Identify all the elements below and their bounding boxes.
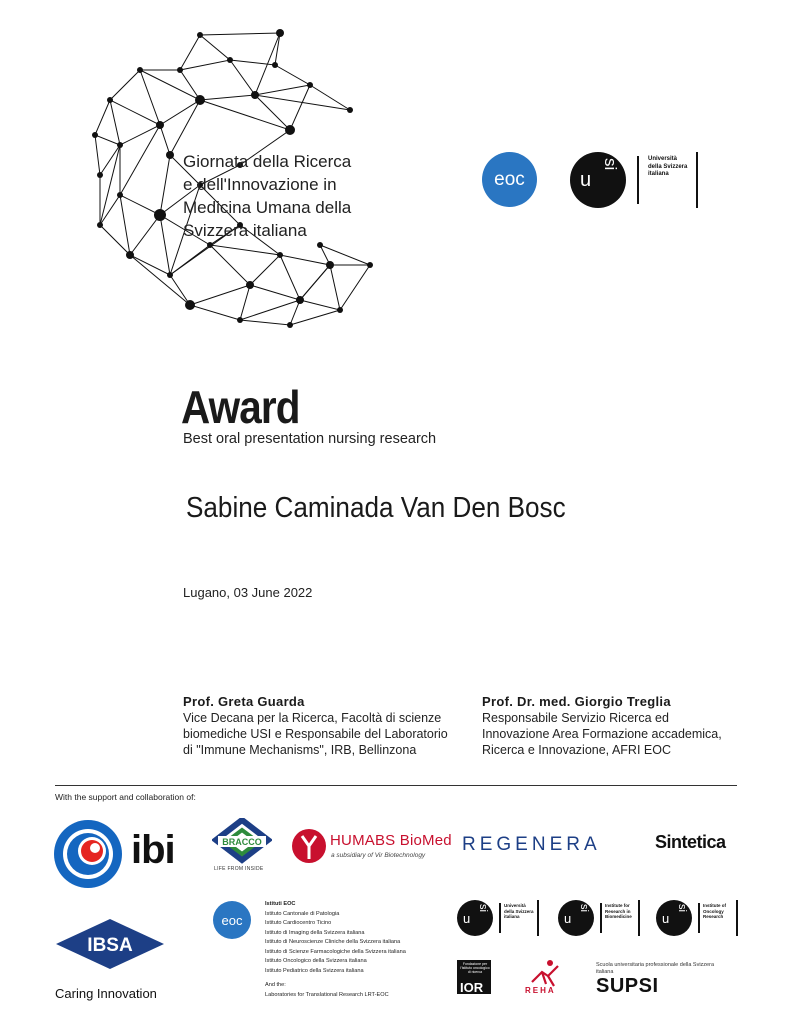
ibi-logo-mark: [52, 818, 124, 890]
recipient-name: Sabine Caminada Van Den Bosc: [186, 492, 566, 524]
regenera-logo: REGENERA: [462, 834, 601, 855]
irb-partner-divider: [600, 903, 602, 933]
humabs-logo-mark: [291, 826, 327, 868]
bracco-logo-name: BRACCO: [222, 837, 262, 847]
event-title-line: Medicina Umana della: [183, 198, 352, 217]
signatory-1: [183, 694, 473, 758]
signatory-role-line: di "Immune Mechanisms", IRB, Bellinzona: [183, 743, 417, 757]
usi-partner-divider: [537, 900, 539, 936]
signatory-role-line: Ricerca e Innovazione, AFRI EOC: [482, 743, 671, 757]
institute-item: Istituto Cantonale di Patologia: [265, 910, 340, 917]
bracco-tagline: LIFE FROM INSIDE: [214, 866, 264, 872]
irb-partner-logo: [558, 900, 638, 936]
signatory-role-line: Responsabile Servizio Ricerca ed: [482, 711, 669, 725]
event-title-line: e dell'Innovazione in: [183, 175, 337, 194]
signatory-role-line: Innovazione Area Formazione accademica,: [482, 727, 722, 741]
usi-logo-divider: [637, 156, 639, 204]
reha-logo-name: REHA: [525, 986, 556, 995]
signatory-role-line: Vice Decana per la Ricerca, Facoltà di scienze: [183, 711, 442, 725]
ior-partner-text: Institute of Oncology Research: [703, 903, 726, 919]
ibsa-logo: [55, 918, 165, 970]
institute-item: Istituto Pediatrico della Svizzera italiana: [265, 967, 364, 974]
ior-partner-divider: [698, 903, 700, 933]
reha-logo-mark: [528, 958, 562, 988]
institutes-lab: Laboratories for Translational Research LRT-EOC: [265, 991, 389, 998]
supsi-logo-name: SUPSI: [596, 975, 659, 997]
institutes-and-label: And the:: [265, 982, 286, 988]
eoc-logo: eoc: [482, 152, 537, 207]
institutes-heading: Istituti EOC: [265, 901, 296, 907]
support-label: With the support and collaboration of:: [55, 792, 196, 802]
usi-logo-si: si: [601, 158, 620, 171]
event-title: [183, 150, 403, 242]
usi-partner-logo: [457, 900, 537, 936]
supsi-logo-subtitle: Scuola universitaria professionale della Svizzera italiana: [596, 962, 715, 975]
ibi-logo-text: ibi: [131, 828, 175, 872]
award-title: Award: [181, 381, 300, 433]
signatory-2: [482, 694, 772, 758]
usi-partner-u: u: [463, 911, 471, 926]
usi-partner-text: Università della Svizzera italiana: [504, 903, 534, 919]
signatory-name: Prof. Greta Guarda: [183, 694, 305, 709]
ior-logo-subtitle: Fondazione per l'Istituto oncologico di ricerca: [460, 962, 490, 974]
irb-partner-text: Institute for Research in Biomedicine: [605, 903, 632, 919]
usi-logo-text: Università della Svizzera italiana: [648, 156, 688, 177]
irb-partner-si: si: [578, 904, 590, 912]
usi-logo-divider: [696, 152, 698, 208]
sintetica-logo: Sintetica: [655, 832, 726, 852]
institute-item: Istituto Cardiocentro Ticino: [265, 920, 332, 926]
humabs-logo-subtitle: a subsidiary of Vir Biotechnology: [331, 852, 426, 859]
ior-logo: [457, 960, 491, 994]
signatory-name: Prof. Dr. med. Giorgio Treglia: [482, 694, 671, 709]
ior-partner-u: u: [662, 911, 670, 926]
signatory-role: [183, 710, 473, 758]
institute-item: Istituto Oncologico della Svizzera italiana: [265, 958, 367, 964]
signatory-role-line: biomediche USI e Responsabile del Laboratorio: [183, 727, 448, 741]
institute-item: Istituto di Imaging della Svizzera italiana: [265, 929, 365, 936]
event-title-line: Giornata della Ricerca: [183, 152, 352, 171]
ior-logo-name: IOR: [460, 980, 484, 995]
award-subtitle: Best oral presentation nursing research: [183, 431, 437, 447]
ibsa-logo-name: IBSA: [87, 935, 133, 956]
ior-partner-logo: [656, 900, 736, 936]
institute-item: Istituto di Neuroscienze Cliniche della Svizzera italiana: [265, 939, 401, 945]
humabs-logo-name: HUMABS BioMed: [330, 832, 452, 849]
eoc-institutes-list: [265, 900, 465, 1000]
usi-logo-u: u: [580, 169, 592, 191]
date-place: Lugano, 03 June 2022: [183, 585, 313, 600]
usi-logo: [570, 152, 700, 208]
signatory-role: [482, 710, 772, 758]
event-title-line: Svizzera italiana: [183, 221, 307, 240]
irb-partner-u: u: [564, 911, 572, 926]
usi-partner-si: si: [477, 904, 489, 912]
usi-partner-divider: [499, 903, 501, 933]
ior-partner-si: si: [676, 904, 688, 912]
irb-partner-divider: [638, 900, 640, 936]
ibsa-tagline: Caring Innovation: [55, 986, 157, 1001]
divider-rule: [55, 785, 737, 786]
eoc-institutes-logo: eoc: [213, 901, 251, 939]
ior-partner-divider: [736, 900, 738, 936]
institute-item: Istituto di Scienze Farmacologiche della Svizzera italiana: [265, 948, 406, 955]
